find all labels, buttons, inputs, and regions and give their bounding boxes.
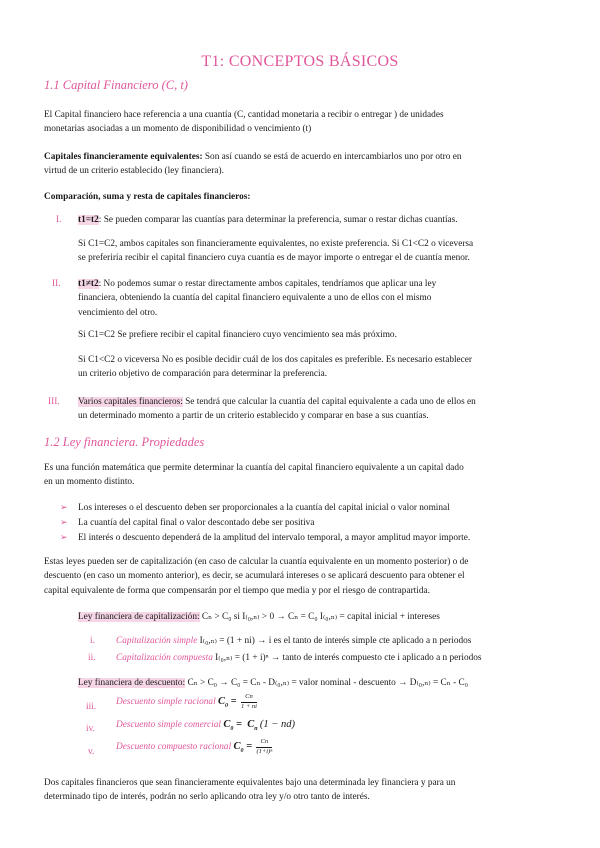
list-item-II-detail-b: Si C1<C2 o viceversa No es posible decidir cuál de los dos capitales es preferible. Es necesario establecer un criterio objetivo de comparación para determinar la preferencia. <box>78 355 473 380</box>
descuento-compuesto-racional: Descuento compuesto racional $C_0$ = $\frac{Cn}{\text{(1+i)ⁿ}}$ <box>116 738 273 755</box>
fraction: $\frac{Cn}{1 + ni}$ <box>240 693 257 710</box>
bullet-item: El interés o descuento dependerá de la amplitud del intervalo temporal, a mayor amplitud mayor importe. <box>78 533 471 543</box>
page-title: T1: CONCEPTOS BÁSICOS <box>201 53 399 70</box>
list-number-II: II. <box>52 279 61 289</box>
list-number-ii: ii. <box>88 653 96 663</box>
paragraph-equivalentes: Capitales financieramente equivalentes: Son así cuando se está de acuerdo en intercambiarlos uno por otro en virtud de un criterio establecido (ley financiera). <box>44 152 462 177</box>
capitalizacion-simple: Capitalización simple I₍₀,ₙ₎ = (1 + ni) → i es el tanto de interés simple cte aplicado a n periodos <box>116 636 472 646</box>
paragraph-laws: Estas leyes pueden ser de capitalización (en caso de calcular la cuantía equivalente en un momento posterior) o de descuento (en caso un momento anterior), es decir, se acumulará intereses o se aplicará descuento para obtener el capital equivalente de forma que compensarán por el tiempo que media y por el riesgo de contrapartida. <box>44 557 469 596</box>
term-equivalentes: Capitales financieramente equivalentes: <box>44 152 203 162</box>
list-item-II: t1≠t2: No podemos sumar o restar directamente ambos capitales, tendríamos que aplicar una ley financiera, obteniendo la cuantía del capital financiero equivalente a uno de ellos con el mismo vencimiento del otro. <box>78 279 437 318</box>
bullet-item: La cuantía del capital final o valor descontado debe ser positiva <box>78 518 315 528</box>
section-heading-1: 1.1 Capital Financiero (C, t) <box>44 78 188 92</box>
fraction: $\frac{Cn}{\text{(1+i)ⁿ}}$ <box>256 738 273 755</box>
list-number-iii: iii. <box>86 702 97 712</box>
comparison-heading: Comparación, suma y resta de capitales financieros: <box>44 192 251 202</box>
capitalization-law: Ley financiera de capitalización: Cₙ > C₀ si I₍₀,ₙ₎ > 0 → Cₙ = C₀ I₍₀,ₙ₎ = capital inicial + intereses <box>78 612 440 622</box>
paragraph-definition: Es una función matemática que permite determinar la cuantía del capital financiero equivalente a un capital dado en un momento distinto. <box>44 463 464 488</box>
descuento-simple-comercial: Descuento simple comercial $C_0 = C_n$ (1 − nd) <box>116 719 295 733</box>
list-number-v: v. <box>88 747 95 757</box>
bullet-item: Los intereses o el descuento deben ser proporcionales a la cuantía del capital inicial o valor nominal <box>78 503 450 513</box>
descuento-simple-racional: Descuento simple racional $C_0$ = $\frac{Cn}{1 + ni}$ <box>116 693 257 710</box>
list-number-III: III. <box>48 397 60 407</box>
list-item-I-detail: Si C1=C2, ambos capitales son financieramente equivalentes, no existe preferencia. Si C1<C2 o viceversa se preferiría recibir el capital financiero cuya cuantía es de mayor importe o entregar el de cuantía menor. <box>78 239 474 264</box>
list-number-iv: iv. <box>86 724 95 734</box>
paragraph-intro: El Capital financiero hace referencia a una cuantía (C, cantidad monetaria a recibir o entregar ) de unidades monetarias asociadas a un momento de disponibilidad o vencimiento (t) <box>44 110 444 135</box>
arrow-bullet-icon: ➢ <box>60 532 68 542</box>
capitalizacion-compuesta: Capitalización compuesta I₍₀,ₙ₎ = (1 + i)ⁿ → tanto de interés compuesto cte i aplicado a n periodos <box>116 653 482 663</box>
list-number-i: i. <box>90 636 95 646</box>
arrow-bullet-icon: ➢ <box>60 517 68 527</box>
discount-law: Ley financiera de descuento: Cₙ > C₀ → C₀ = Cₙ - D₍₀,ₙ₎ = valor nominal - descuento → D₍₀,ₙ₎ = Cₙ - C₀ <box>78 678 468 688</box>
section-heading-2: 1.2 Ley financiera. Propiedades <box>44 435 205 449</box>
list-number-I: I. <box>56 215 62 225</box>
arrow-bullet-icon: ➢ <box>60 502 68 512</box>
list-item-II-detail-a: Si C1=C2 Se prefiere recibir el capital financiero cuyo vencimiento sea más próximo. <box>78 330 397 340</box>
paragraph-closing: Dos capitales financieros que sean financieramente equivalentes bajo una determinada ley financiera y para un determinado tipo de interés, podrán no serlo aplicando otra ley y/o otro tanto de interés. <box>44 778 456 803</box>
list-item-III: Varios capitales financieros: Se tendrá que calcular la cuantía del capital equivalente a cada uno de ellos en un determinado momento a partir de un criterio establecido y comparar en base a sus cuantías. <box>78 397 476 422</box>
list-item-I: t1=t2: Se pueden comparar las cuantías para determinar la preferencia, sumar o restar dichas cuantías. <box>78 215 458 225</box>
